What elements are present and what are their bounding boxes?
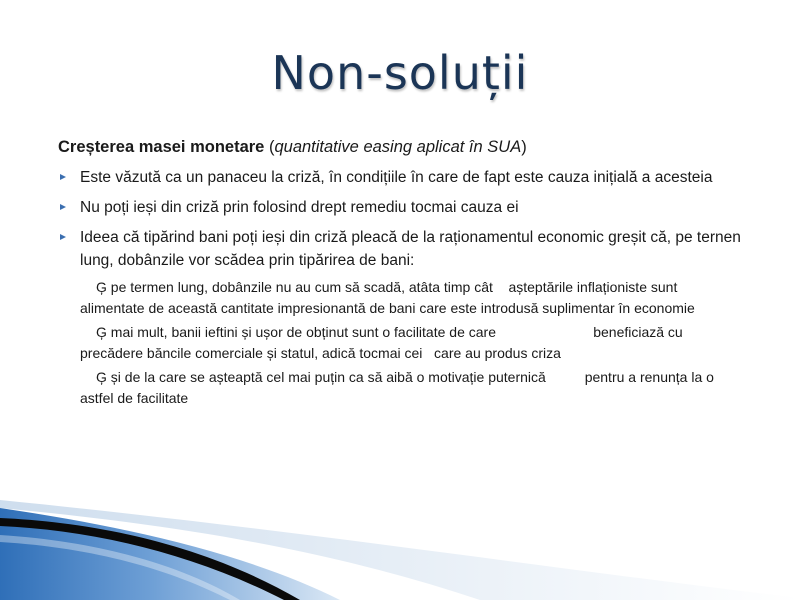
heading-italic: quantitative easing aplicat în SUA: [274, 138, 522, 156]
triangle-bullet-icon: [60, 174, 66, 180]
bullet-item: [58, 226, 758, 272]
triangle-bullet-icon: [60, 234, 66, 240]
slide-content: [58, 134, 758, 412]
bullet-list: [58, 166, 758, 272]
section-heading: [58, 134, 758, 160]
sub-item-line: precădere băncile comerciale și statul, adică tocmai cei care au produs criza: [80, 345, 561, 361]
sub-item-line: Ģ și de la care se așteaptă cel mai puțin ca să aibă o motivație puternică pentru a renunța la o: [96, 369, 714, 385]
slide-title: Non-soluții: [271, 46, 529, 100]
decorative-swoosh: [0, 480, 800, 600]
sub-item-list: [80, 277, 758, 409]
bullet-item: [58, 166, 758, 189]
sub-item: [80, 277, 758, 319]
heading-open-paren: (: [264, 138, 275, 156]
bullet-text: Nu poți ieși din criză prin folosind drept remediu tocmai cauza ei: [80, 199, 519, 216]
sub-item-line: Ģ pe termen lung, dobânzile nu au cum să scadă, atâta timp cât așteptările inflaționiste sunt: [96, 279, 678, 295]
heading-close-paren: ): [521, 138, 527, 156]
sub-item-line: astfel de facilitate: [80, 390, 189, 406]
sub-item: [80, 367, 758, 409]
heading-strong: Creșterea masei monetare: [58, 138, 265, 156]
sub-item-line: Ģ mai mult, banii ieftini și ușor de obținut sunt o facilitate de care beneficiază cu: [96, 324, 683, 340]
bullet-text: Este văzută ca un panaceu la criză, în condițiile în care de fapt este cauza inițială a acesteia: [80, 169, 713, 186]
bullet-item: [58, 196, 758, 219]
bullet-text: Ideea că tipărind bani poți ieși din criză pleacă de la raționamentul economic greșit că, pe ternen lung, dobânzile vor scădea prin tipărirea de bani:: [80, 229, 741, 269]
triangle-bullet-icon: [60, 204, 66, 210]
sub-item-line: alimentate de această cantitate impresionantă de bani care este introdusă suplimentar în economie: [80, 300, 695, 316]
sub-item: [80, 322, 758, 364]
